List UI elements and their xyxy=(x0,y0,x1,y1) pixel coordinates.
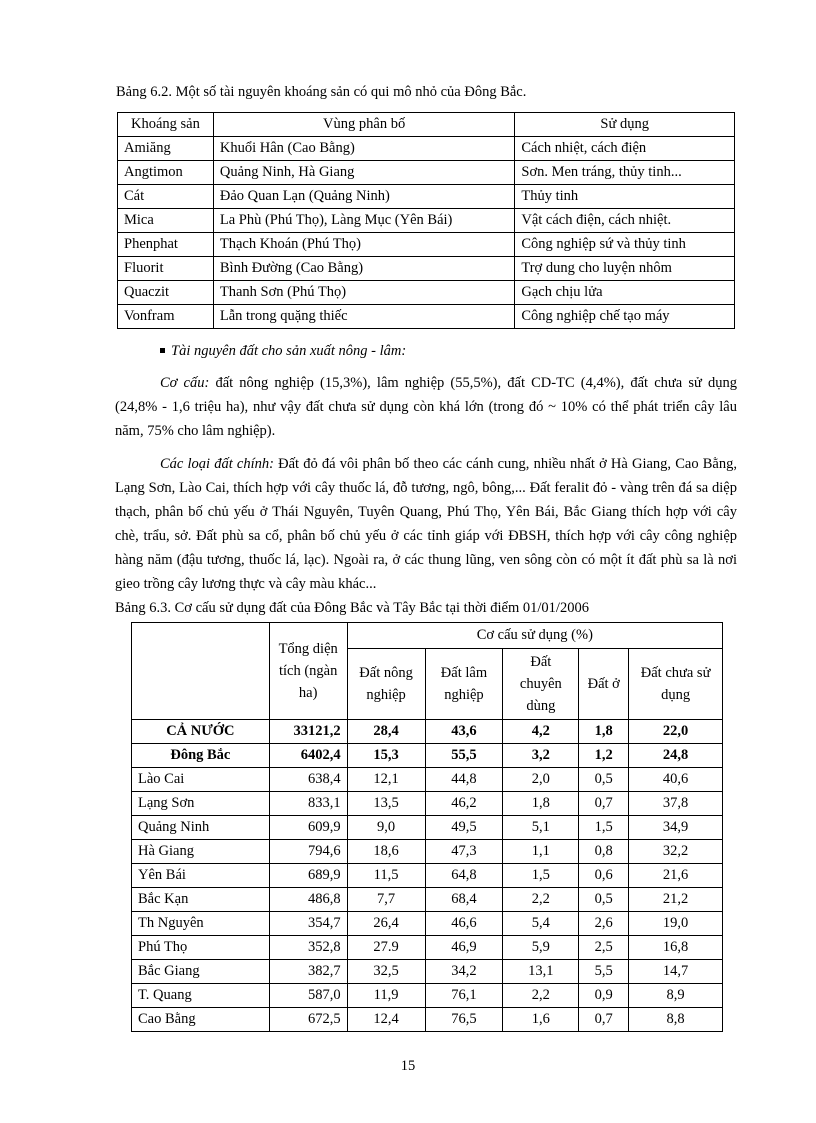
table-cell: Sơn. Men tráng, thủy tinh... xyxy=(515,161,735,185)
table-cell: 9,0 xyxy=(347,816,425,840)
table-cell: Trợ dung cho luyện nhôm xyxy=(515,257,735,281)
table-cell: T. Quang xyxy=(132,984,270,1008)
table-cell: 18,6 xyxy=(347,840,425,864)
table-row xyxy=(132,720,723,744)
table-row xyxy=(118,161,735,185)
table-cell: 1,2 xyxy=(579,744,629,768)
table-cell: 609,9 xyxy=(269,816,347,840)
table-row xyxy=(132,792,723,816)
table-cell: Cao Bằng xyxy=(132,1008,270,1032)
table-cell: 21,2 xyxy=(629,888,723,912)
table-cell: Quaczit xyxy=(118,281,214,305)
table-cell: Lạng Sơn xyxy=(132,792,270,816)
table-cell: 0,5 xyxy=(579,888,629,912)
paragraph-lead: Các loại đất chính: xyxy=(160,456,274,472)
table-row xyxy=(132,888,723,912)
paragraph-lead: Cơ cấu: xyxy=(160,375,210,391)
table-cell: 16,8 xyxy=(629,936,723,960)
table-cell: 6402,4 xyxy=(269,744,347,768)
table1-caption: Bảng 6.2. Một số tài nguyên khoáng sản có qui mô nhỏ của Đông Bắc. xyxy=(116,84,527,100)
table-cell: 0,6 xyxy=(579,864,629,888)
table-cell: Lào Cai xyxy=(132,768,270,792)
table-cell: 76,1 xyxy=(425,984,503,1008)
table-cell: Bình Đường (Cao Bằng) xyxy=(213,257,515,281)
table-cell: 8,8 xyxy=(629,1008,723,1032)
table-cell: Đông Bắc xyxy=(132,744,270,768)
table-cell: 1,5 xyxy=(579,816,629,840)
table-cell: 24,8 xyxy=(629,744,723,768)
table-cell: 8,9 xyxy=(629,984,723,1008)
table-cell: 0,7 xyxy=(579,1008,629,1032)
table-cell: Bắc Kạn xyxy=(132,888,270,912)
table-cell: Công nghiệp chế tạo máy xyxy=(515,305,735,329)
table-row xyxy=(118,305,735,329)
page-number: 15 xyxy=(400,1058,416,1074)
table-cell: 37,8 xyxy=(629,792,723,816)
header-cell: Vùng phân bố xyxy=(213,113,515,137)
table-cell: Đảo Quan Lạn (Quảng Ninh) xyxy=(213,185,515,209)
table-cell: 0,8 xyxy=(579,840,629,864)
table-row xyxy=(118,185,735,209)
table-cell: 587,0 xyxy=(269,984,347,1008)
table-cell: 32,2 xyxy=(629,840,723,864)
table-row xyxy=(118,137,735,161)
table-cell: 46,9 xyxy=(425,936,503,960)
table-cell: 68,4 xyxy=(425,888,503,912)
table-cell: 40,6 xyxy=(629,768,723,792)
table-cell: 0,7 xyxy=(579,792,629,816)
table-row xyxy=(132,864,723,888)
table-cell: 15,3 xyxy=(347,744,425,768)
table-cell: 689,9 xyxy=(269,864,347,888)
header-cell: Đất ở xyxy=(579,649,629,720)
table-cell: 382,7 xyxy=(269,960,347,984)
table-cell: 5,9 xyxy=(503,936,579,960)
section-heading-text: Tài nguyên đất cho sản xuất nông - lâm: xyxy=(171,343,407,359)
table-cell: Cách nhiệt, cách điện xyxy=(515,137,735,161)
header-cell: Khoáng sản xyxy=(118,113,214,137)
table-cell: Th Nguyên xyxy=(132,912,270,936)
header-cell: Tổng diện tích (ngàn ha) xyxy=(269,623,347,720)
table-cell: CẢ NƯỚC xyxy=(132,720,270,744)
table-cell: 34,9 xyxy=(629,816,723,840)
header-cell-empty xyxy=(132,623,270,720)
table-cell: Công nghiệp sứ và thủy tinh xyxy=(515,233,735,257)
table-row xyxy=(132,768,723,792)
table-cell: Hà Giang xyxy=(132,840,270,864)
table-cell: 27.9 xyxy=(347,936,425,960)
table-row xyxy=(132,912,723,936)
table-cell: 22,0 xyxy=(629,720,723,744)
table-cell: 33121,2 xyxy=(269,720,347,744)
table-cell: Quảng Ninh xyxy=(132,816,270,840)
table-cell: 4,2 xyxy=(503,720,579,744)
table-cell: Fluorit xyxy=(118,257,214,281)
table-cell: Vật cách điện, cách nhiệt. xyxy=(515,209,735,233)
header-cell: Đất nông nghiệp xyxy=(347,649,425,720)
table-cell: Gạch chịu lửa xyxy=(515,281,735,305)
table-cell: Thanh Sơn (Phú Thọ) xyxy=(213,281,515,305)
table-cell: 55,5 xyxy=(425,744,503,768)
table-cell: Phenphat xyxy=(118,233,214,257)
table-cell: Amiăng xyxy=(118,137,214,161)
table-cell: Thủy tinh xyxy=(515,185,735,209)
table-cell: Bắc Giang xyxy=(132,960,270,984)
table-cell: 13,5 xyxy=(347,792,425,816)
table-cell: Lẫn trong quặng thiếc xyxy=(213,305,515,329)
table-cell: 1,5 xyxy=(503,864,579,888)
table-cell: 1,1 xyxy=(503,840,579,864)
table-cell: 46,6 xyxy=(425,912,503,936)
header-cell: Đất chuyên dùng xyxy=(503,649,579,720)
header-cell: Đất chưa sử dụng xyxy=(629,649,723,720)
table-cell: Mica xyxy=(118,209,214,233)
table-row xyxy=(118,281,735,305)
table-row xyxy=(132,744,723,768)
table-cell: 5,5 xyxy=(579,960,629,984)
table-cell: 486,8 xyxy=(269,888,347,912)
table-cell: 1,8 xyxy=(503,792,579,816)
table-row xyxy=(132,960,723,984)
table-cell: 14,7 xyxy=(629,960,723,984)
table-cell: 3,2 xyxy=(503,744,579,768)
table-cell: 12,1 xyxy=(347,768,425,792)
table-row xyxy=(132,1008,723,1032)
table-cell: 2,5 xyxy=(579,936,629,960)
table-cell: 638,4 xyxy=(269,768,347,792)
table-cell: 28,4 xyxy=(347,720,425,744)
paragraph-soil-types xyxy=(115,452,737,596)
table-cell: Phú Thọ xyxy=(132,936,270,960)
table-cell: 7,7 xyxy=(347,888,425,912)
table-cell: 833,1 xyxy=(269,792,347,816)
table-cell: 26,4 xyxy=(347,912,425,936)
table-row xyxy=(118,209,735,233)
paragraph-text: Đất đỏ đá vôi phân bố theo các cánh cung, nhiều nhất ở Hà Giang, Cao Bằng, Lạng Sơn, Lào Cai, thích hợp với cây thuốc lá, đỗ tương, ngô, bông,... Đất feralit đỏ - vàng trên đá sa diệp thạch, phân bố chủ yếu ở Thái Nguyên, Tuyên Quang, Phú Thọ, Yên Bái, Bắc Giang thích hợp với cây chè, trẩu, sở. Đất phù sa cổ, phân bố chủ yếu ở các tỉnh giáp với ĐBSH, thích hợp với cây công nghiệp hàng năm (đậu tương, thuốc lá, lạc). Ngoài ra, ở các thung lũng, ven sông còn có một ít đất phù sa là nơi gieo trồng cây lương thực và cây màu khác... xyxy=(115,456,737,592)
table-cell: 794,6 xyxy=(269,840,347,864)
land-use-table xyxy=(131,622,723,1032)
table-cell: 64,8 xyxy=(425,864,503,888)
header-cell: Sử dụng xyxy=(515,113,735,137)
table-cell: 354,7 xyxy=(269,912,347,936)
table-cell: 5,1 xyxy=(503,816,579,840)
header-group-cell: Cơ cấu sử dụng (%) xyxy=(347,623,722,649)
table-cell: Yên Bái xyxy=(132,864,270,888)
table-cell: 76,5 xyxy=(425,1008,503,1032)
minerals-table xyxy=(117,112,735,329)
table-cell: 43,6 xyxy=(425,720,503,744)
table-cell: 0,9 xyxy=(579,984,629,1008)
table-cell: 19,0 xyxy=(629,912,723,936)
section-heading xyxy=(160,343,406,360)
table-cell: Vonfram xyxy=(118,305,214,329)
table-cell: 2,2 xyxy=(503,888,579,912)
table-cell: 5,4 xyxy=(503,912,579,936)
table-cell: 12,4 xyxy=(347,1008,425,1032)
table-cell: 46,2 xyxy=(425,792,503,816)
table-cell: 13,1 xyxy=(503,960,579,984)
table-cell: Khuổi Hân (Cao Bằng) xyxy=(213,137,515,161)
table-cell: La Phù (Phú Thọ), Làng Mục (Yên Bái) xyxy=(213,209,515,233)
table-cell: Thạch Khoán (Phú Thọ) xyxy=(213,233,515,257)
table-cell: Angtimon xyxy=(118,161,214,185)
table-row xyxy=(118,257,735,281)
table-cell: 352,8 xyxy=(269,936,347,960)
table-cell: Cát xyxy=(118,185,214,209)
table-row xyxy=(118,233,735,257)
table-header-row xyxy=(118,113,735,137)
table-cell: 47,3 xyxy=(425,840,503,864)
table-cell: 0,5 xyxy=(579,768,629,792)
paragraph-land-structure xyxy=(115,371,737,443)
table-cell: 2,2 xyxy=(503,984,579,1008)
table-row xyxy=(132,936,723,960)
table-cell: 44,8 xyxy=(425,768,503,792)
table-cell: 1,6 xyxy=(503,1008,579,1032)
table-cell: 2,6 xyxy=(579,912,629,936)
table-cell: 1,8 xyxy=(579,720,629,744)
table-cell: 2,0 xyxy=(503,768,579,792)
table-row xyxy=(132,840,723,864)
table-cell: 11,9 xyxy=(347,984,425,1008)
table-cell: 672,5 xyxy=(269,1008,347,1032)
header-cell: Đất lâm nghiệp xyxy=(425,649,503,720)
table-cell: 32,5 xyxy=(347,960,425,984)
paragraph-text: đất nông nghiệp (15,3%), lâm nghiệp (55,5%), đất CD-TC (4,4%), đất chưa sử dụng (24,8% - 1,6 triệu ha), như vậy đất chưa sử dụng còn khá lớn (trong đó ~ 10% có thể phát triển cây lâu năm, 75% cho lâm nghiệp). xyxy=(115,375,737,439)
table-cell: 11,5 xyxy=(347,864,425,888)
table-cell: 21,6 xyxy=(629,864,723,888)
table-row xyxy=(132,984,723,1008)
table-cell: 49,5 xyxy=(425,816,503,840)
table-row xyxy=(132,816,723,840)
bullet-square-icon xyxy=(160,348,165,353)
table-cell: Quảng Ninh, Hà Giang xyxy=(213,161,515,185)
table2-caption: Bảng 6.3. Cơ cấu sử dụng đất của Đông Bắc và Tây Bắc tại thời điểm 01/01/2006 xyxy=(115,600,589,616)
table-cell: 34,2 xyxy=(425,960,503,984)
table-header-row xyxy=(132,623,723,649)
